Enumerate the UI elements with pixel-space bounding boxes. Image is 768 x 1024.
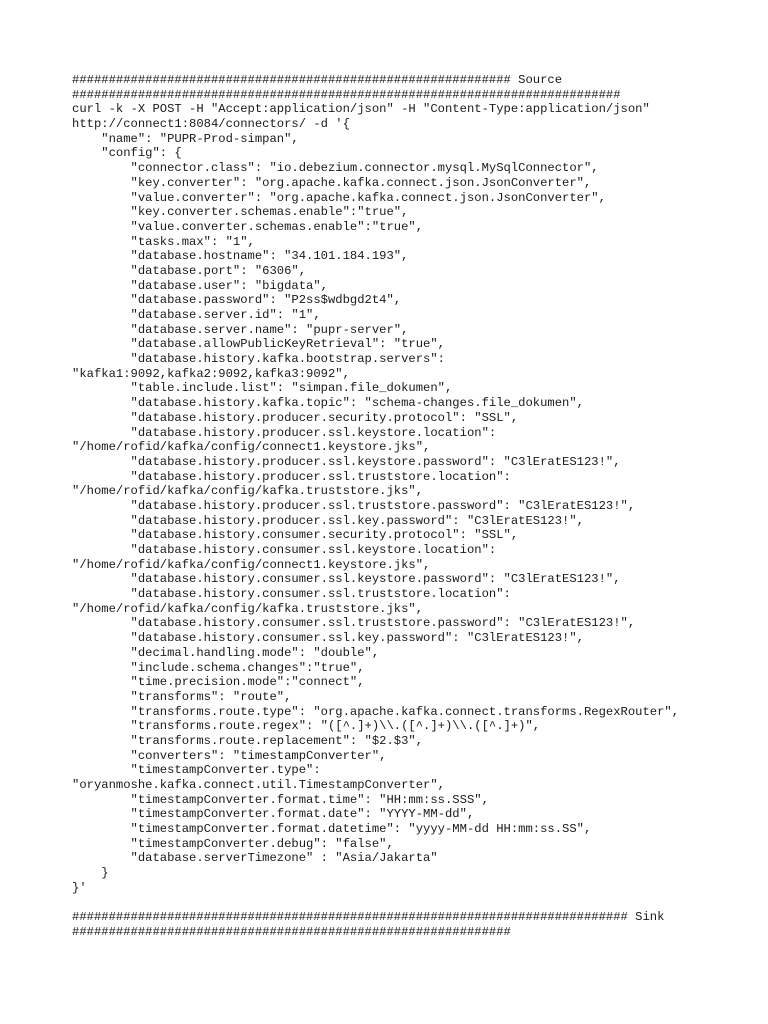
blank-line [72,896,752,911]
config-line: "timestampConverter.format.time": "HH:mm:ss.SSS", [72,792,489,807]
source-header-line: ############################################################ Source [72,73,563,87]
config-line: "database.history.producer.ssl.truststore.password": "C3lEratES123!", [72,498,636,513]
config-line: "converters": "timestampConverter", [72,748,387,763]
config-line: "database.server.name": "pupr-server", [72,322,409,337]
config-line: "tasks.max": "1", [72,234,255,249]
config-line: "database.history.consumer.ssl.truststore.password": "C3lEratES123!", [72,616,636,631]
config-line: "key.converter.schemas.enable":"true", [72,205,409,220]
config-line: "database.history.producer.ssl.keystore.location": [72,425,497,440]
config-line: "transforms.route.replacement": "$2.$3", [72,733,424,748]
config-line: "database.history.consumer.ssl.truststore.location": [72,587,511,602]
json-config-open-line: "config": { [72,146,182,161]
sink-header-line: ############################################################################ Sink [72,910,665,925]
config-line: "transforms": "route", [72,689,292,704]
config-line: "database.history.producer.ssl.truststore.location": [72,469,511,484]
config-continuation-line: "/home/rofid/kafka/config/kafka.truststore.jks", [72,601,424,616]
config-line: "transforms.route.type": "org.apache.kafka.connect.transforms.RegexRouter", [72,704,680,719]
config-line: "database.history.consumer.ssl.keystore.password": "C3lEratES123!", [72,572,621,587]
config-line: "database.history.producer.security.protocol": "SSL", [72,410,519,425]
config-line: "transforms.route.regex": "([^.]+)\\.([^.]+)\\.([^.]+)", [72,719,541,734]
config-line: "timestampConverter.type": [72,763,321,778]
config-line: "include.schema.changes":"true", [72,660,365,675]
config-line: "timestampConverter.debug": "false", [72,836,394,851]
config-line: "database.hostname": "34.101.184.193", [72,249,409,264]
config-line: "decimal.handling.mode": "double", [72,645,380,660]
config-line: "database.serverTimezone" : "Asia/Jakarta" [72,851,438,866]
code-listing [72,73,752,940]
json-name-line: "name": "PUPR-Prod-simpan", [72,131,299,146]
config-line: "timestampConverter.format.date": "YYYY-MM-dd", [72,807,475,822]
config-line: "database.password": "P2ss$wdbgd2t4", [72,293,402,308]
config-line: "key.converter": "org.apache.kafka.connect.json.JsonConverter", [72,175,592,190]
config-line: "database.history.consumer.ssl.key.password": "C3lEratES123!", [72,631,584,646]
config-line: "connector.class": "io.debezium.connector.mysql.MySqlConnector", [72,161,599,176]
config-line: "time.precision.mode":"connect", [72,675,365,690]
config-line: "database.history.producer.ssl.key.password": "C3lEratES123!", [72,513,584,528]
config-line: "database.history.producer.ssl.keystore.password": "C3lEratES123!", [72,454,621,469]
curl-url-line: http://connect1:8084/connectors/ -d '{ [72,117,350,132]
separator-line: ############################################################ [72,924,511,939]
config-line: "database.history.kafka.bootstrap.servers": [72,352,445,367]
json-close-line: }' [72,880,87,895]
config-line: "database.port": "6306", [72,263,307,278]
config-close-brace-line: } [72,866,109,881]
separator-line: ########################################################################### [72,87,621,102]
curl-command-line: curl -k -X POST -H "Accept:application/json" -H "Content-Type:application/json" [72,102,650,117]
config-line: "value.converter": "org.apache.kafka.connect.json.JsonConverter", [72,190,606,205]
config-continuation-line: "oryanmoshe.kafka.connect.util.TimestampConverter", [72,778,445,792]
config-line: "database.allowPublicKeyRetrieval": "true", [72,337,445,352]
config-line: "value.converter.schemas.enable":"true", [72,219,424,234]
config-continuation-line: "/home/rofid/kafka/config/kafka.truststore.jks", [72,484,424,499]
config-line: "table.include.list": "simpan.file_dokumen", [72,381,453,396]
config-line: "database.history.consumer.ssl.keystore.location": [72,543,497,557]
config-line: "timestampConverter.format.datetime": "yyyy-MM-dd HH:mm:ss.SS", [72,822,592,837]
config-continuation-line: "kafka1:9092,kafka2:9092,kafka3:9092", [72,366,350,381]
config-line: "database.history.consumer.security.protocol": "SSL", [72,528,519,543]
config-continuation-line: "/home/rofid/kafka/config/connect1.keystore.jks", [72,440,431,455]
config-line: "database.server.id": "1", [72,308,321,322]
config-line: "database.user": "bigdata", [72,278,328,293]
config-line: "database.history.kafka.topic": "schema-changes.file_dokumen", [72,396,584,411]
config-continuation-line: "/home/rofid/kafka/config/connect1.keystore.jks", [72,557,431,572]
